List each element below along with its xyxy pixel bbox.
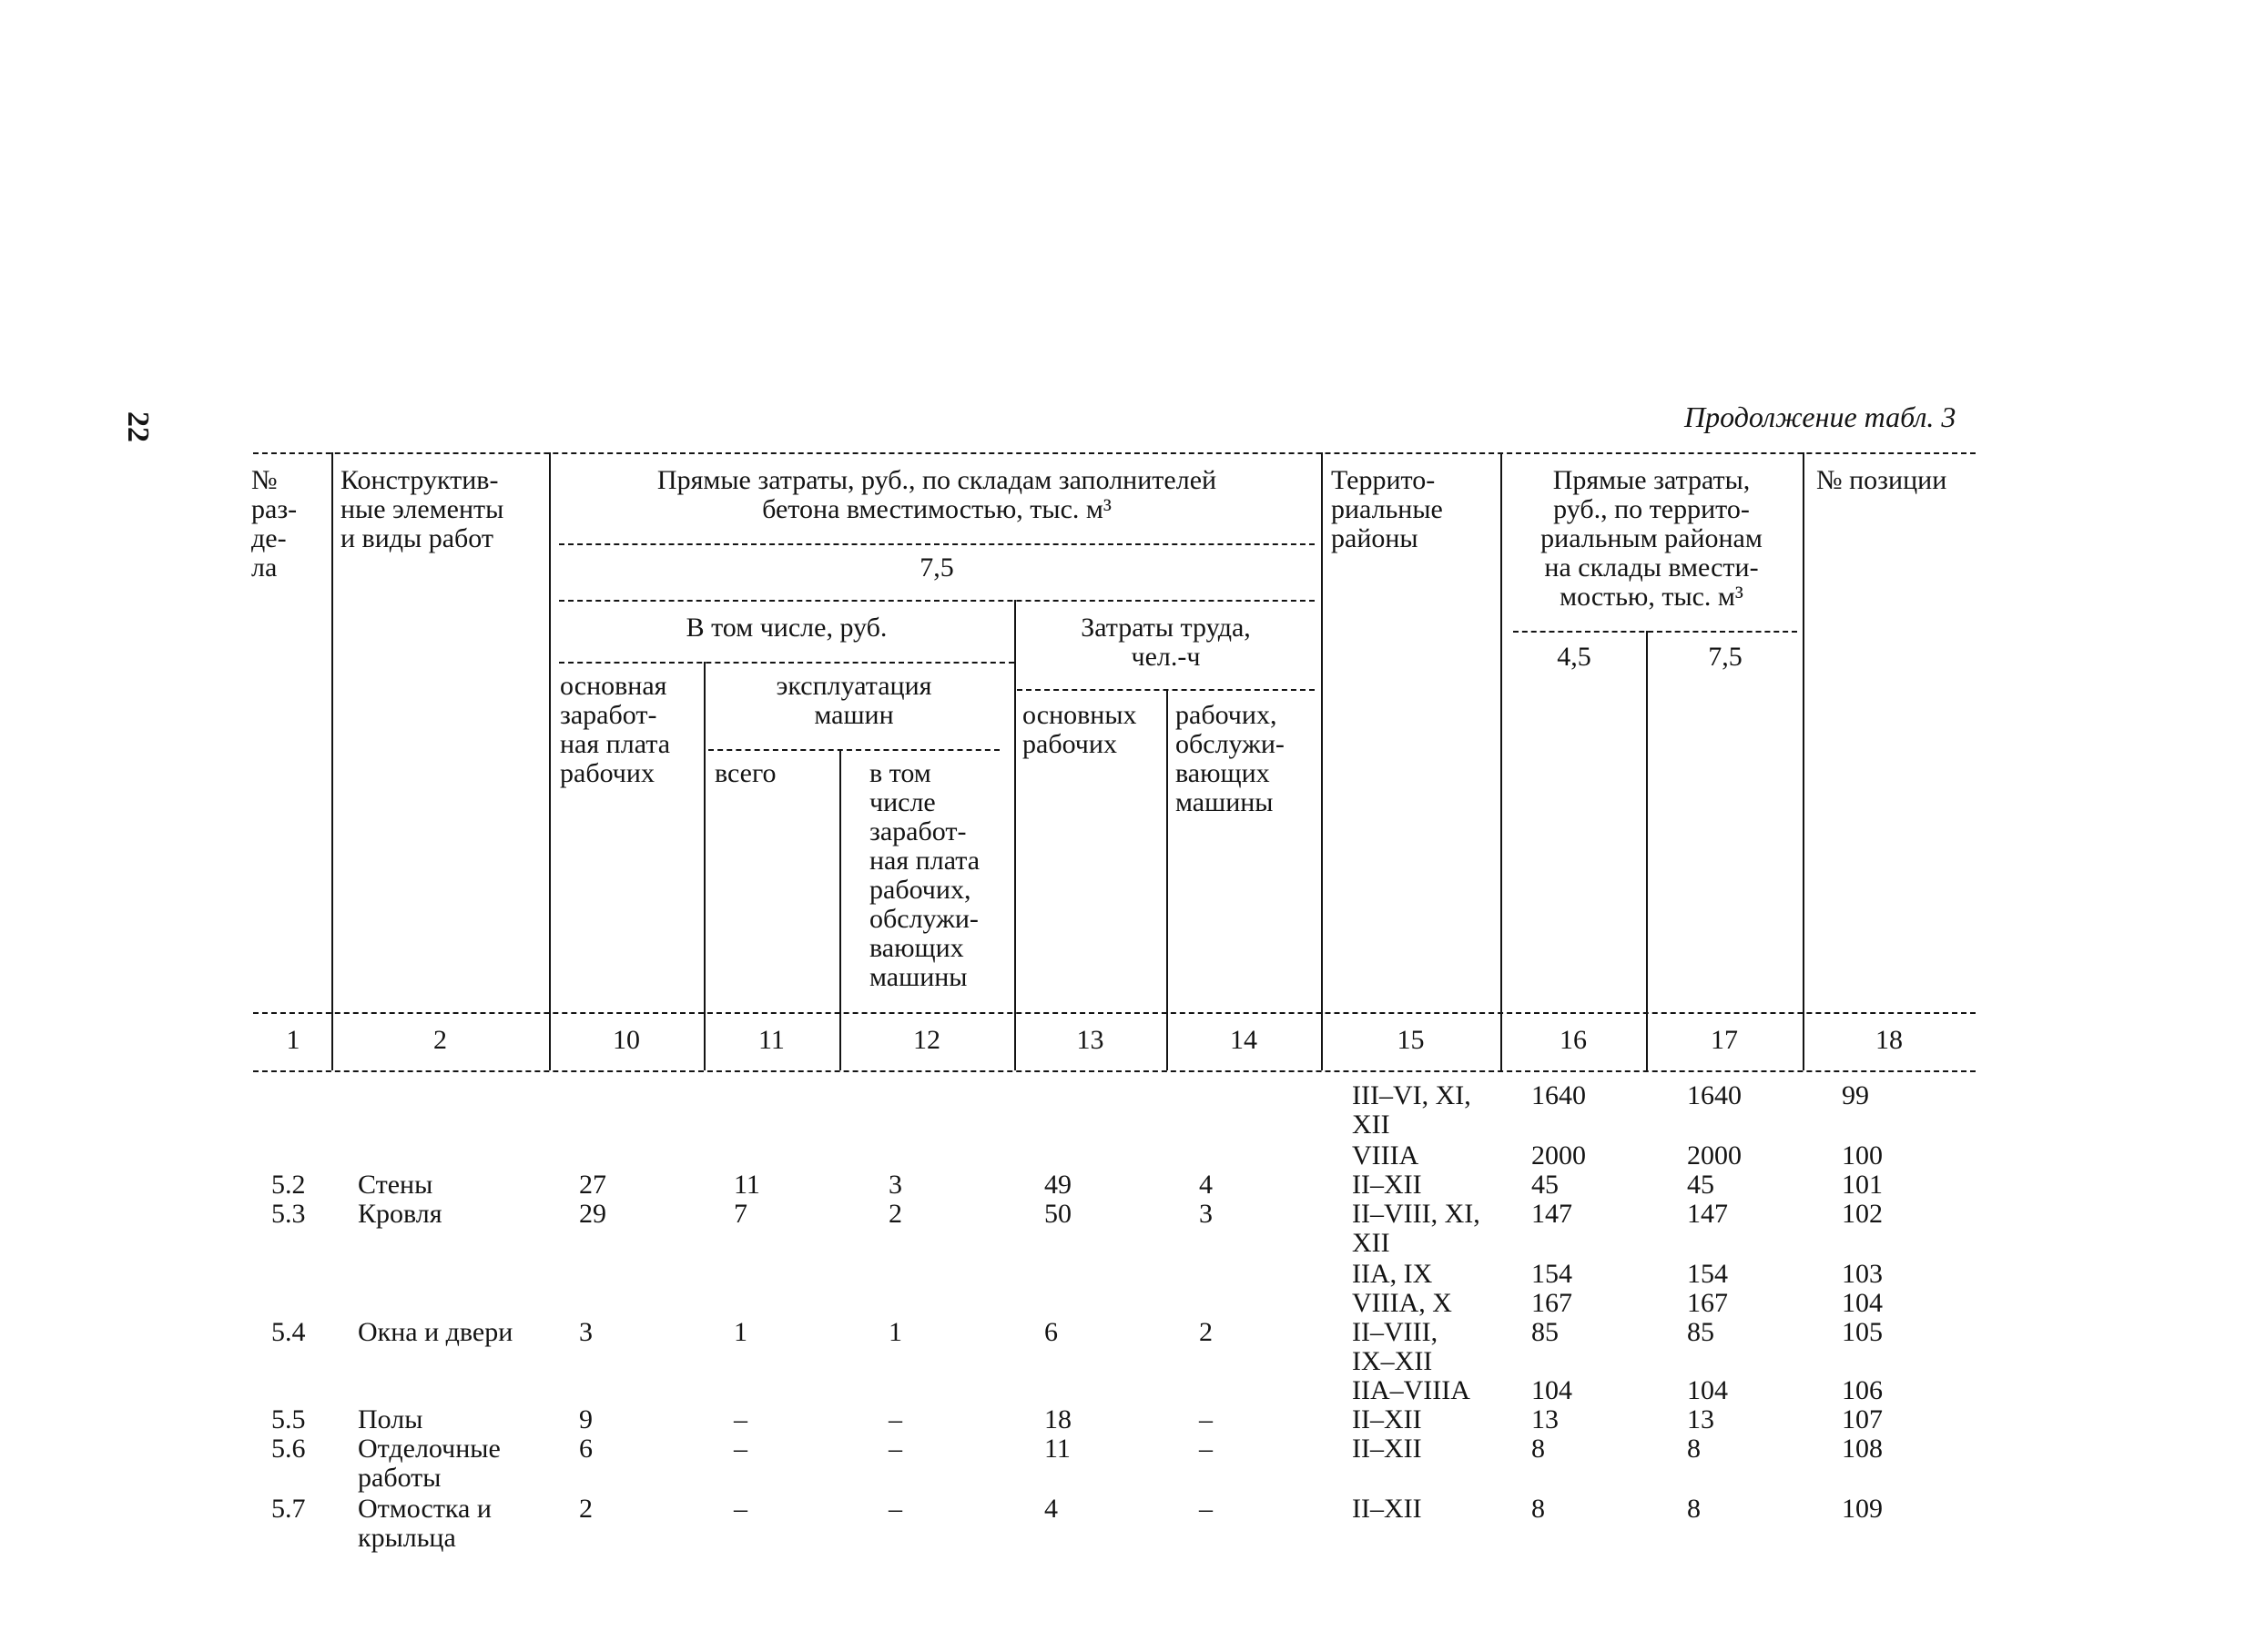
column-number: 16: [1560, 1025, 1587, 1055]
cell-cost-7-5: 45: [1687, 1170, 1714, 1200]
vrule-1: [331, 452, 333, 1070]
column-number: 17: [1711, 1025, 1738, 1055]
cell-cost-4-5: 13: [1531, 1404, 1559, 1434]
cell-element: Кровля: [358, 1199, 442, 1229]
cell-wage: 6: [579, 1434, 593, 1464]
cell-cost-4-5: 8: [1531, 1434, 1545, 1464]
cell-total: 7: [734, 1199, 747, 1229]
header-total: всего: [715, 758, 777, 788]
column-number: 2: [433, 1025, 447, 1055]
cell-regions: IIA, IX: [1352, 1259, 1433, 1289]
cell-service: –: [1199, 1434, 1213, 1464]
cell-position: 101: [1842, 1170, 1883, 1200]
cell-cost-4-5: 8: [1531, 1494, 1545, 1524]
cell-cost-4-5: 45: [1531, 1170, 1559, 1200]
cell-element: Отделочные работы: [358, 1434, 501, 1493]
column-number: 11: [758, 1025, 785, 1055]
vrule-4: [839, 749, 841, 1070]
cell-total: 11: [734, 1170, 760, 1200]
cell-wage: 9: [579, 1404, 593, 1434]
column-number: 10: [613, 1025, 640, 1055]
header-section-number: № раз- де- ла: [251, 465, 298, 583]
cell-cost-4-5: 85: [1531, 1317, 1559, 1347]
cell-wage: 27: [579, 1170, 606, 1200]
cell-basic: 4: [1044, 1494, 1058, 1524]
cell-section: 5.4: [271, 1317, 306, 1347]
rule-under-incl: [559, 662, 1014, 664]
header-bottom-rule: [253, 1012, 1976, 1014]
header-machine-operation: эксплуатация машин: [776, 671, 932, 730]
cell-basic: 49: [1044, 1170, 1072, 1200]
table-caption: Продолжение табл. 3: [1684, 400, 1956, 433]
cell-basic: 50: [1044, 1199, 1072, 1229]
cell-position: 103: [1842, 1259, 1883, 1289]
header-direct-costs-regions: Прямые затраты, руб., по террито- риальным районам на склады вмести- мостью, тыс. м³: [1540, 465, 1763, 612]
cell-basic: 18: [1044, 1404, 1072, 1434]
cell-position: 108: [1842, 1434, 1883, 1464]
column-number: 1: [286, 1025, 300, 1055]
cell-regions: VIIIA: [1352, 1140, 1419, 1171]
header-size-4-5: 4,5: [1557, 642, 1591, 672]
header-size: 7,5: [920, 552, 954, 583]
cell-regions: II–XII: [1352, 1170, 1422, 1200]
header-direct-costs: Прямые затраты, руб., по складам заполнителей бетона вместимостью, тыс. м³: [656, 465, 1217, 524]
vrule-3: [704, 662, 706, 1070]
cell-element: Отмостка и крыльца: [358, 1494, 492, 1553]
cell-position: 107: [1842, 1404, 1883, 1434]
cell-section: 5.6: [271, 1434, 306, 1464]
cell-wage: 29: [579, 1199, 606, 1229]
vrule-10: [1803, 452, 1804, 1070]
cell-regions: VIIIA, X: [1352, 1288, 1452, 1318]
cell-cost-4-5: 154: [1531, 1259, 1572, 1289]
header-including: В том числе, руб.: [686, 613, 888, 643]
header-territorial-regions: Террито- риальные районы: [1331, 465, 1443, 553]
cell-position: 106: [1842, 1375, 1883, 1405]
cell-cost-7-5: 2000: [1687, 1140, 1742, 1171]
rule-under-expl: [708, 749, 1000, 751]
header-labor: Затраты труда, чел.-ч: [1081, 613, 1251, 672]
page-number: 22: [121, 411, 155, 442]
cell-element: Окна и двери: [358, 1317, 513, 1347]
cell-cost-7-5: 85: [1687, 1317, 1714, 1347]
cell-total: 1: [734, 1317, 747, 1347]
vrule-5: [1014, 600, 1016, 1070]
cell-cost-4-5: 104: [1531, 1375, 1572, 1405]
cell-regions: II–XII: [1352, 1404, 1422, 1434]
cell-service: –: [1199, 1404, 1213, 1434]
vrule-6: [1166, 689, 1168, 1070]
cell-service: 3: [1199, 1199, 1213, 1229]
column-number: 15: [1397, 1025, 1425, 1055]
cell-service: –: [1199, 1494, 1213, 1524]
cell-incl-wage: 1: [889, 1317, 902, 1347]
cell-position: 105: [1842, 1317, 1883, 1347]
header-size-7-5: 7,5: [1708, 642, 1743, 672]
cell-service: 4: [1199, 1170, 1213, 1200]
header-basic-workers: основных рабочих: [1022, 700, 1137, 759]
cell-cost-7-5: 13: [1687, 1404, 1714, 1434]
cell-service: 2: [1199, 1317, 1213, 1347]
vrule-2: [549, 452, 551, 1070]
header-top-rule: [253, 452, 1976, 454]
column-number: 18: [1875, 1025, 1903, 1055]
cell-cost-7-5: 104: [1687, 1375, 1728, 1405]
header-elements: Конструктив- ные элементы и виды работ: [340, 465, 504, 553]
column-number: 13: [1076, 1025, 1104, 1055]
cell-wage: 3: [579, 1317, 593, 1347]
cell-cost-4-5: 167: [1531, 1288, 1572, 1318]
column-number: 14: [1230, 1025, 1257, 1055]
cell-total: –: [734, 1404, 747, 1434]
cell-incl-wage: 2: [889, 1199, 902, 1229]
cell-position: 99: [1842, 1080, 1869, 1110]
numbers-bottom-rule: [253, 1070, 1976, 1072]
cell-cost-4-5: 147: [1531, 1199, 1572, 1229]
rule-under-size: [559, 600, 1315, 602]
cell-basic: 6: [1044, 1317, 1058, 1347]
cell-incl-wage: –: [889, 1434, 902, 1464]
header-service-workers: рабочих, обслужи- вающих машины: [1175, 700, 1285, 817]
header-wage: основная заработ- ная плата рабочих: [560, 671, 671, 788]
cell-cost-7-5: 147: [1687, 1199, 1728, 1229]
cell-incl-wage: –: [889, 1404, 902, 1434]
vrule-7: [1321, 452, 1323, 1070]
cell-incl-wage: –: [889, 1494, 902, 1524]
cell-wage: 2: [579, 1494, 593, 1524]
cell-position: 102: [1842, 1199, 1883, 1229]
cell-cost-7-5: 8: [1687, 1434, 1701, 1464]
cell-position: 100: [1842, 1140, 1883, 1171]
cell-incl-wage: 3: [889, 1170, 902, 1200]
cell-regions: II–VIII, IX–XII: [1352, 1317, 1438, 1376]
cell-basic: 11: [1044, 1434, 1071, 1464]
cell-position: 109: [1842, 1494, 1883, 1524]
cell-regions: II–XII: [1352, 1494, 1422, 1524]
vrule-9: [1646, 631, 1648, 1070]
cell-regions: II–XII: [1352, 1434, 1422, 1464]
header-position: № позиции: [1816, 465, 1947, 495]
cell-section: 5.2: [271, 1170, 306, 1200]
cell-section: 5.3: [271, 1199, 306, 1229]
cell-cost-4-5: 2000: [1531, 1140, 1586, 1171]
cell-cost-7-5: 154: [1687, 1259, 1728, 1289]
cell-section: 5.5: [271, 1404, 306, 1434]
rule-under-direct: [559, 543, 1315, 545]
cell-cost-7-5: 8: [1687, 1494, 1701, 1524]
cell-total: –: [734, 1494, 747, 1524]
cell-cost-4-5: 1640: [1531, 1080, 1586, 1110]
cell-total: –: [734, 1434, 747, 1464]
column-number: 12: [913, 1025, 940, 1055]
cell-section: 5.7: [271, 1494, 306, 1524]
cell-position: 104: [1842, 1288, 1883, 1318]
header-incl-wage: в том числе заработ- ная плата рабочих, обслужи- вающих машины: [869, 758, 981, 992]
cell-regions: IIA–VIIIA: [1352, 1375, 1470, 1405]
cell-element: Полы: [358, 1404, 423, 1434]
cell-cost-7-5: 1640: [1687, 1080, 1742, 1110]
cell-regions: III–VI, XI, XII: [1352, 1080, 1471, 1140]
cell-cost-7-5: 167: [1687, 1288, 1728, 1318]
cell-regions: II–VIII, XI, XII: [1352, 1199, 1480, 1258]
rule-under-direct2: [1513, 631, 1797, 633]
cell-element: Стены: [358, 1170, 433, 1200]
